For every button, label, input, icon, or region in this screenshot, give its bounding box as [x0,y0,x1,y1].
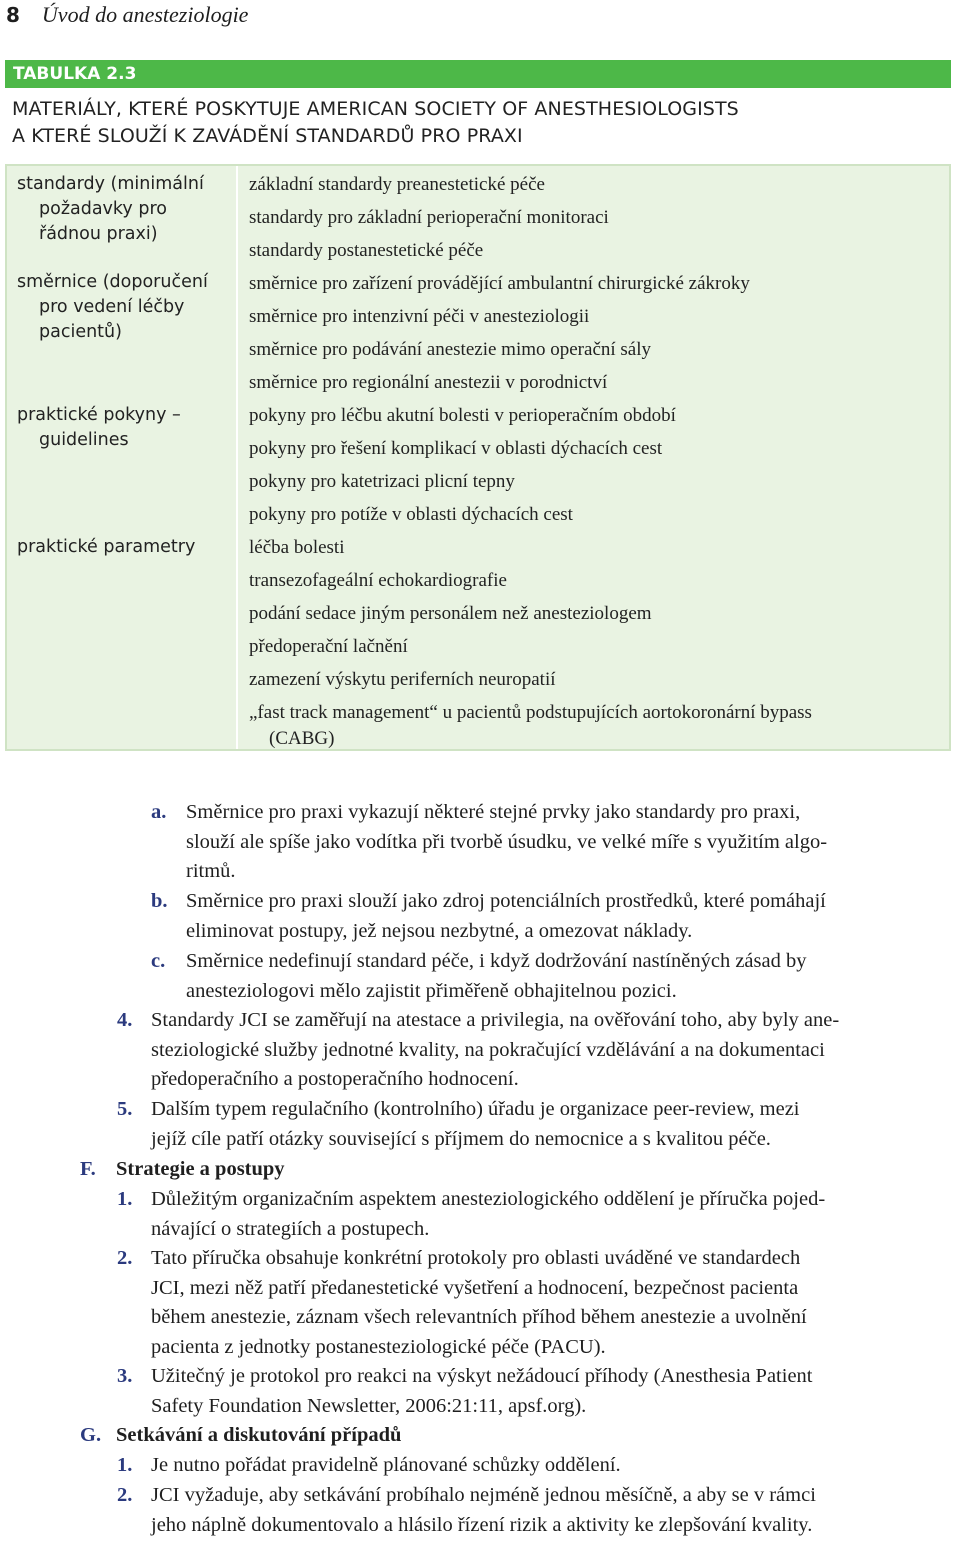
list-marker: 2. [117,1247,133,1269]
text-line: ritmů. [186,860,236,883]
table-item: směrnice pro zařízení provádějící ambulantní chirurgické zákroky [249,273,750,294]
text-line: Tato příručka obsahuje konkrétní protokoly pro oblasti uváděné ve standardech [151,1247,801,1269]
table-item [249,700,812,752]
list-marker: 2. [117,1484,133,1506]
table-item-line: „fast track management“ u pacientů podstupujících aortokoronární bypass [249,702,812,723]
text-line: anesteziologovi mělo zajistit přiměřeně obhajitelnou pozici. [186,979,677,1002]
table-item: pokyny pro řešení komplikací v oblasti dýchacích cest [249,438,663,459]
table-item: směrnice pro regionální anestezii v porodnictví [249,372,608,393]
section-marker: G. [80,1424,102,1446]
running-header [6,2,248,28]
table-title-line: MATERIÁLY, KTERÉ POSKYTUJE AMERICAN SOCIETY OF ANESTHESIOLOGISTS [12,98,739,120]
list-item-g1 [117,1451,950,1481]
table-item: podání sedace jiným personálem než anesteziologem [249,603,652,624]
list-marker: a. [151,801,167,823]
text-line: návající o strategiích a postupech. [151,1217,430,1240]
text-line: Safety Foundation Newsletter, 2006:21:11, apsf.org). [151,1394,587,1417]
list-marker: 1. [117,1188,133,1210]
text-line: jejíž cíle patří otázky související s příjmem do nemocnice a s kvalitou péče. [151,1127,771,1150]
table-item: transezofageální echokardiografie [249,570,507,591]
list-item-f3 [117,1362,950,1421]
list-marker: 3. [117,1365,133,1387]
text-line: steziologické služby jednotné kvality, na pokračující vzdělávání a na dokumentaci [151,1038,825,1061]
text-line: jeho náplně dokumentovalo a hlásilo řízení rizik a aktivity ke zlepšování kvality. [151,1513,813,1536]
text-line: Směrnice pro praxi slouží jako zdroj potenciálních prostředků, které pomáhají [186,890,826,912]
list-marker: 5. [117,1098,133,1120]
section-title: Setkávání a diskutování případů [116,1424,402,1446]
category-line: pacientů) [39,322,122,342]
section-f-heading [80,1155,950,1185]
table-item: směrnice pro podávání anestezie mimo operační sály [249,339,652,360]
table-item: základní standardy preanestetické péče [249,174,545,195]
text-line: JCI, mezi něž patří předanestetické vyšetření a hodnocení, bezpečnost pacienta [151,1276,799,1299]
category-practice-guidelines [17,403,232,453]
category-line: guidelines [39,430,129,450]
list-item-c [151,947,950,1006]
category-line: standardy (minimální [17,174,204,194]
list-marker: 1. [117,1454,133,1476]
table-label: TABULKA 2.3 [5,60,951,88]
text-line: Standardy JCI se zaměřují na atestace a privilegia, na ověřování toho, aby byly ane- [151,1009,840,1031]
text-line: slouží ale spíše jako vodítka při tvorbě úsudku, ve velké míře s využitím algo- [186,830,828,853]
table-item: směrnice pro intenzivní péči v anesteziologii [249,306,590,327]
table-2-3 [5,60,951,751]
table-item: standardy pro základní perioperační monitoraci [249,207,609,228]
table-title [5,88,951,164]
table-body [5,164,951,751]
category-line: praktické parametry [17,537,196,557]
table-item: zamezení výskytu periferních neuropatií [249,669,556,690]
category-practice-parameters [17,535,232,560]
text-line: Užitečný je protokol pro reakci na výskyt nežádoucí příhody (Anesthesia Patient [151,1365,813,1387]
list-marker: c. [151,950,166,972]
list-item-f2 [117,1244,950,1363]
table-item: pokyny pro léčbu akutní bolesti v perioperačním období [249,405,676,426]
text-line: eliminovat postupy, jež nejsou nezbytné, a omezovat náklady. [186,919,693,942]
category-guidelines [17,270,232,345]
category-line: praktické pokyny – [17,405,181,425]
list-item-4 [117,1006,950,1095]
text-line: Důležitým organizačním aspektem anesteziologického oddělení je příručka pojed- [151,1188,826,1210]
list-item-b [151,887,950,946]
running-title: Úvod do anesteziologie [41,2,249,27]
table-item: standardy postanestetické péče [249,240,484,261]
page-number: 8 [6,3,20,27]
section-g-heading [80,1421,950,1451]
list-item-5 [117,1095,950,1154]
text-line: JCI vyžaduje, aby setkávání probíhalo nejméně jednou měsíčně, a aby se v rámci [151,1484,816,1506]
text-line: předoperačního a postoperačního hodnocení. [151,1068,519,1091]
table-item: předoperační lačnění [249,636,408,657]
table-item-line: (CABG) [269,728,335,749]
list-item-g2 [117,1481,950,1540]
text-line: pacienta z jednotky postanesteziologické péče (PACU). [151,1336,606,1359]
section-title: Strategie a postupy [116,1158,285,1180]
category-line: řádnou praxi) [39,224,158,244]
list-item-a [151,798,950,887]
category-line: směrnice (doporučení [17,272,208,292]
category-line: pro vedení léčby [39,297,185,317]
table-item: pokyny pro potíže v oblasti dýchacích cest [249,504,573,525]
text-line: Dalším typem regulačního (kontrolního) úřadu je organizace peer-review, mezi [151,1098,800,1120]
text-line: během anestezie, záznam všech relevantních příhod během anestezie a uvolnění [151,1306,807,1329]
text-line: Směrnice nedefinují standard péče, i když dodržování nastíněných zásad by [186,950,807,972]
table-title-line: A KTERÉ SLOUŽÍ K ZAVÁDĚNÍ STANDARDŮ PRO PRAXI [12,125,523,147]
table-item: léčba bolesti [249,537,345,558]
column-divider [236,166,238,749]
table-item: pokyny pro katetrizaci plicní tepny [249,471,515,492]
category-standards [17,172,232,247]
section-marker: F. [80,1158,96,1180]
list-marker: b. [151,890,168,912]
category-line: požadavky pro [39,199,167,219]
list-item-f1 [117,1185,950,1244]
text-line: Směrnice pro praxi vykazují některé stejné prvky jako standardy pro praxi, [186,801,801,823]
list-marker: 4. [117,1009,133,1031]
text-line: Je nutno pořádat pravidelně plánované schůzky oddělení. [151,1454,621,1476]
